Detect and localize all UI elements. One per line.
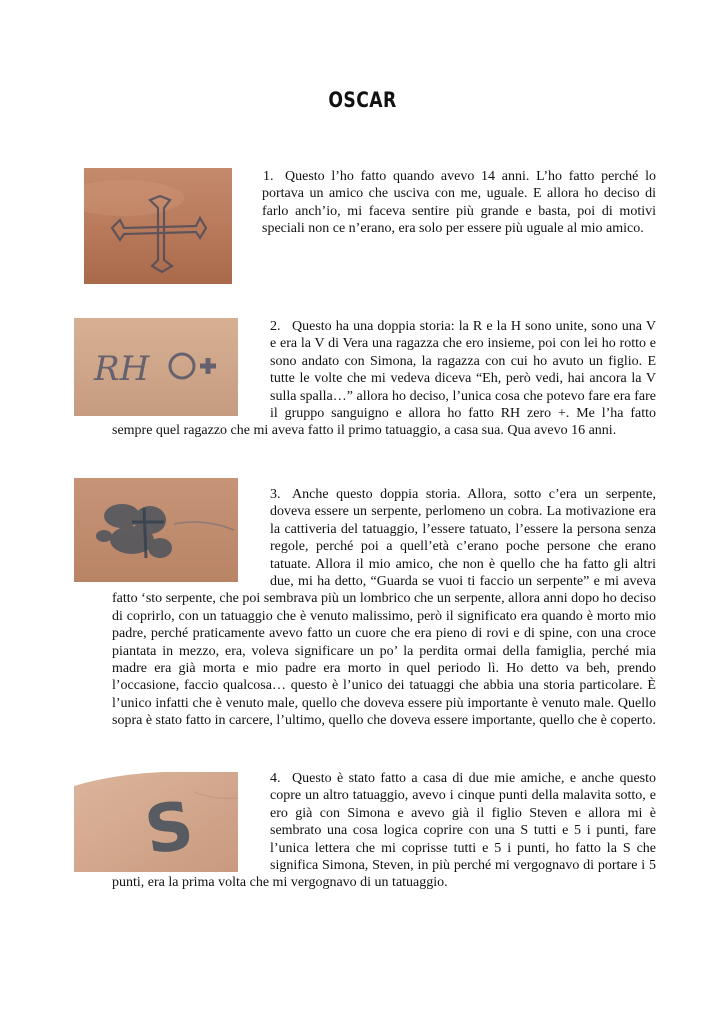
entry-3 bbox=[112, 486, 656, 730]
entry-1 bbox=[112, 168, 656, 292]
page-title: OSCAR bbox=[328, 88, 397, 112]
entry-text: Questo ha una doppia storia: la R e la H sono unite, sono una V e era la V di Vera una ragazza che ero insieme, poi con lei ho rotto e sono andato con Simona, la ragazza con cui ho avuto un figlio. E tutte le volte che mi vedeva diceva “Eh, però vedi, hai ancora la V sulla spalla…” allora ho deciso, l’unica cosa che potevo fare era fare il gruppo sanguigno e allora ho fatto RH zero +. Me l’ha fatto sempre quel ragazzo che mi aveva fatto il primo tatuaggio, a casa sua. Qua avevo 16 anni. bbox=[112, 319, 656, 439]
svg-text:S: S bbox=[140, 786, 199, 870]
entry-text: Questo l’ho fatto quando avevo 14 anni. L’ho fatto perché lo portava un amico che usciva con me, uguale. E allora ho deciso di farlo anch’io, mi faceva sentire più grande e basta, poi di motivi speciali non ce n’erano, era solo per essere più uguale al mio amico. bbox=[262, 169, 656, 237]
entry-2 bbox=[112, 318, 656, 440]
entry-number: 2. bbox=[270, 319, 281, 334]
entry-number: 3. bbox=[270, 487, 281, 502]
entry-4 bbox=[112, 770, 656, 892]
entry-number: 4. bbox=[270, 771, 281, 786]
entry-text: Questo è stato fatto a casa di due mie amiche, e anche questo copre un altro tatuaggio, avevo i cinque punti della malavita sotto, e ero già con Simona e avevo già il figlio Steven e allora mi è sembrato una cosa logica coprire con una S tutti e 5 i punti, fare l’unica lettera che mi coprisse tutti e 5 i punti, ho fatto la S che significa Simona, Steven, in più perché mi vergognavo di portare i 5 punti, era la prima volta che mi vergognavo di un tatuaggio. bbox=[112, 771, 656, 891]
entry-text: Anche questo doppia storia. Allora, sotto c’era un serpente, doveva essere un serpente, perlomeno un cobra. La motivazione era la cattiveria del tatuaggio, l’essere tatuato, l’essere la persona senza regole, perché poi a quell’età c’erano poche persone che erano tatuate. Allora il mio amico, che non è quello che ha fatto gli altri due, mi ha detto, “Guarda se vuoi ti faccio un serpente” e mi aveva fatto ‘sto serpente, che poi sembrava più un lombrico che un serpente, allora anni dopo ho deciso di coprirlo, con un tatuaggio che è venuto malissimo, però il significato era quando è morto mio padre, perché praticamente avevo fatto un cuore che era pieno di rovi e di spine, con una croce piantata in mezzo, era, voleva significare un po’ la perdita ormai della famiglia, perché mia madre era già morta e mio padre era morto in quel periodo lì. Ho detto va beh, prendo l’occasione, faccio qualcosa… questo è l’unico dei tatuaggi che abbia una storia particolare. È l’unico infatti che è venuto male, quello che doveva essere più importante è venuto male. Quello sopra è stato fatto in carcere, l’ultimo, quello che doveva essere importante, quello che è coperto. bbox=[112, 487, 656, 729]
svg-text:RH: RH bbox=[94, 349, 150, 389]
entry-number: 1. bbox=[263, 169, 274, 184]
